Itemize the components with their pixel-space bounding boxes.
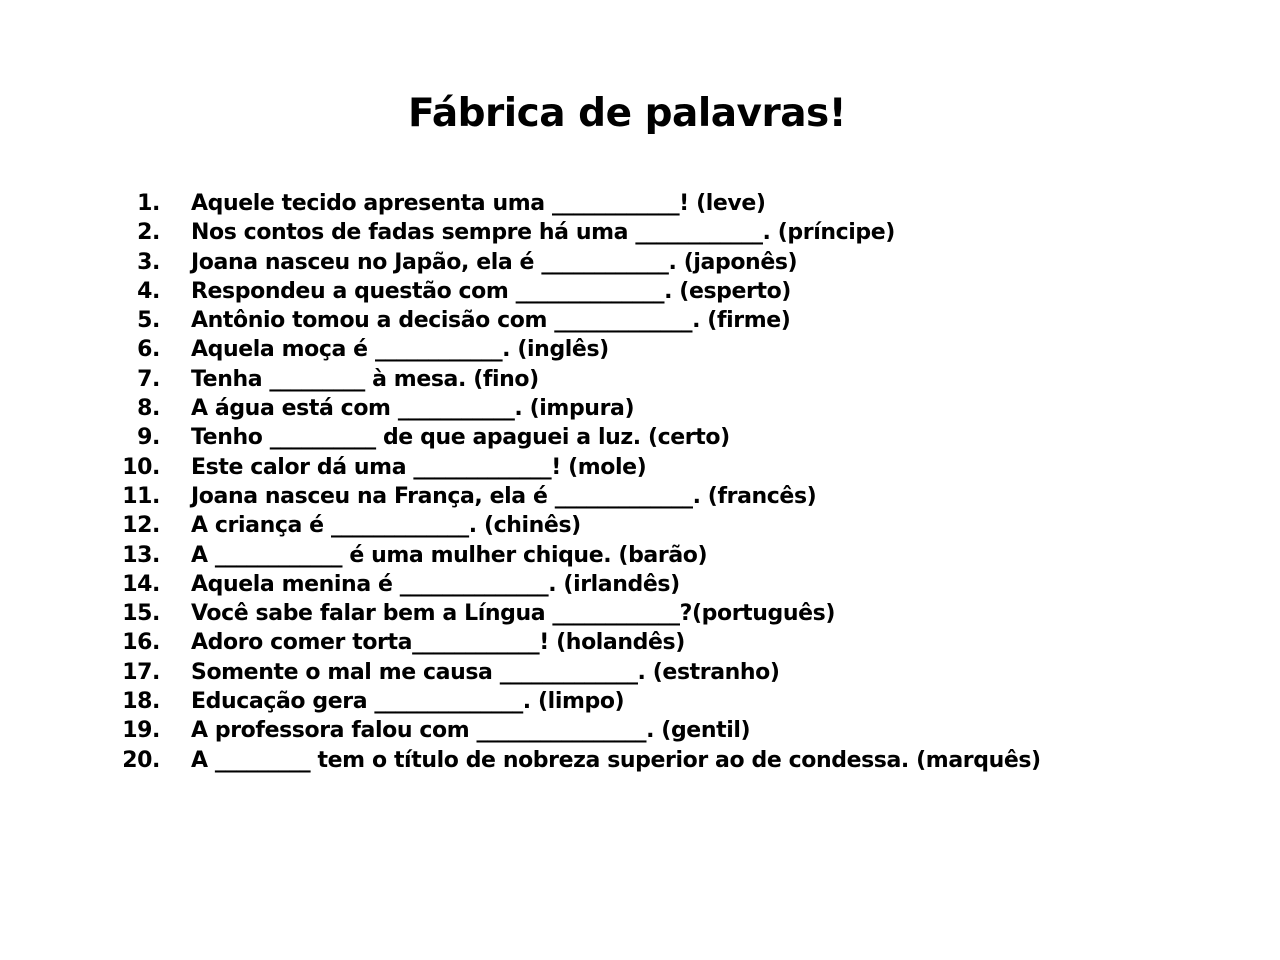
item-number: 12.: [122, 513, 160, 539]
list-item: [110, 716, 1170, 745]
exercise-list: [110, 189, 1170, 775]
list-item: [110, 599, 1170, 628]
item-text: Aquela menina é ______________. (irlandês): [191, 571, 680, 597]
list-item: [110, 687, 1170, 716]
item-text: A ____________ é uma mulher chique. (barão): [191, 542, 708, 568]
item-text: Joana nasceu no Japão, ela é ____________. (japonês): [191, 249, 798, 275]
item-text: Aquela moça é ____________. (inglês): [191, 337, 609, 363]
list-item: [110, 423, 1170, 452]
list-item: [110, 335, 1170, 364]
item-number: 18.: [122, 689, 160, 715]
item-number: 4.: [137, 278, 160, 304]
item-text: Antônio tomou a decisão com _____________. (firme): [191, 308, 791, 334]
page-title: Fábrica de palavras!: [407, 91, 847, 136]
item-number: 20.: [122, 747, 160, 773]
list-item: [110, 570, 1170, 599]
item-number: 3.: [137, 249, 160, 275]
list-item: [110, 365, 1170, 394]
item-text: Respondeu a questão com ______________. (esperto): [191, 278, 791, 304]
list-item: [110, 482, 1170, 511]
item-text: Somente o mal me causa _____________. (estranho): [191, 659, 780, 685]
item-number: 16.: [122, 630, 160, 656]
item-number: 13.: [122, 542, 160, 568]
item-number: 8.: [137, 396, 160, 422]
item-number: 11.: [122, 483, 160, 509]
item-number: 5.: [137, 308, 160, 334]
item-number: 9.: [137, 425, 160, 451]
item-number: 17.: [122, 659, 160, 685]
list-item: [110, 541, 1170, 570]
item-text: Tenho __________ de que apaguei a luz. (certo): [191, 425, 730, 451]
list-item: [110, 511, 1170, 540]
list-item: [110, 746, 1170, 775]
item-text: Nos contos de fadas sempre há uma ____________. (príncipe): [191, 220, 895, 246]
list-item: [110, 658, 1170, 687]
item-text: Você sabe falar bem a Língua ____________?(português): [191, 601, 836, 627]
item-number: 6.: [137, 337, 160, 363]
item-number: 10.: [122, 454, 160, 480]
list-item: [110, 306, 1170, 335]
item-text: A água está com ___________. (impura): [191, 396, 635, 422]
item-number: 2.: [137, 220, 160, 246]
list-item: [110, 394, 1170, 423]
list-item: [110, 189, 1170, 218]
item-text: Aquele tecido apresenta uma ____________! (leve): [191, 191, 766, 216]
item-text: A criança é _____________. (chinês): [191, 513, 581, 539]
item-text: Tenha _________ à mesa. (fino): [191, 366, 539, 392]
list-item: [110, 628, 1170, 657]
item-text: Adoro comer torta____________! (holandês): [191, 630, 685, 656]
item-number: 7.: [137, 366, 160, 392]
list-item: [110, 277, 1170, 306]
list-item: [110, 218, 1170, 247]
item-number: 19.: [122, 718, 160, 744]
list-item: [110, 248, 1170, 277]
item-number: 1.: [137, 191, 160, 216]
item-text: Educação gera ______________. (limpo): [191, 689, 625, 715]
item-text: Joana nasceu na França, ela é _____________. (francês): [191, 483, 817, 509]
item-number: 14.: [122, 571, 160, 597]
item-number: 15.: [122, 601, 160, 627]
item-text: A _________ tem o título de nobreza superior ao de condessa. (marquês): [191, 747, 1041, 773]
item-text: A professora falou com ________________. (gentil): [191, 718, 751, 744]
item-text: Este calor dá uma _____________! (mole): [191, 454, 647, 480]
list-item: [110, 453, 1170, 482]
